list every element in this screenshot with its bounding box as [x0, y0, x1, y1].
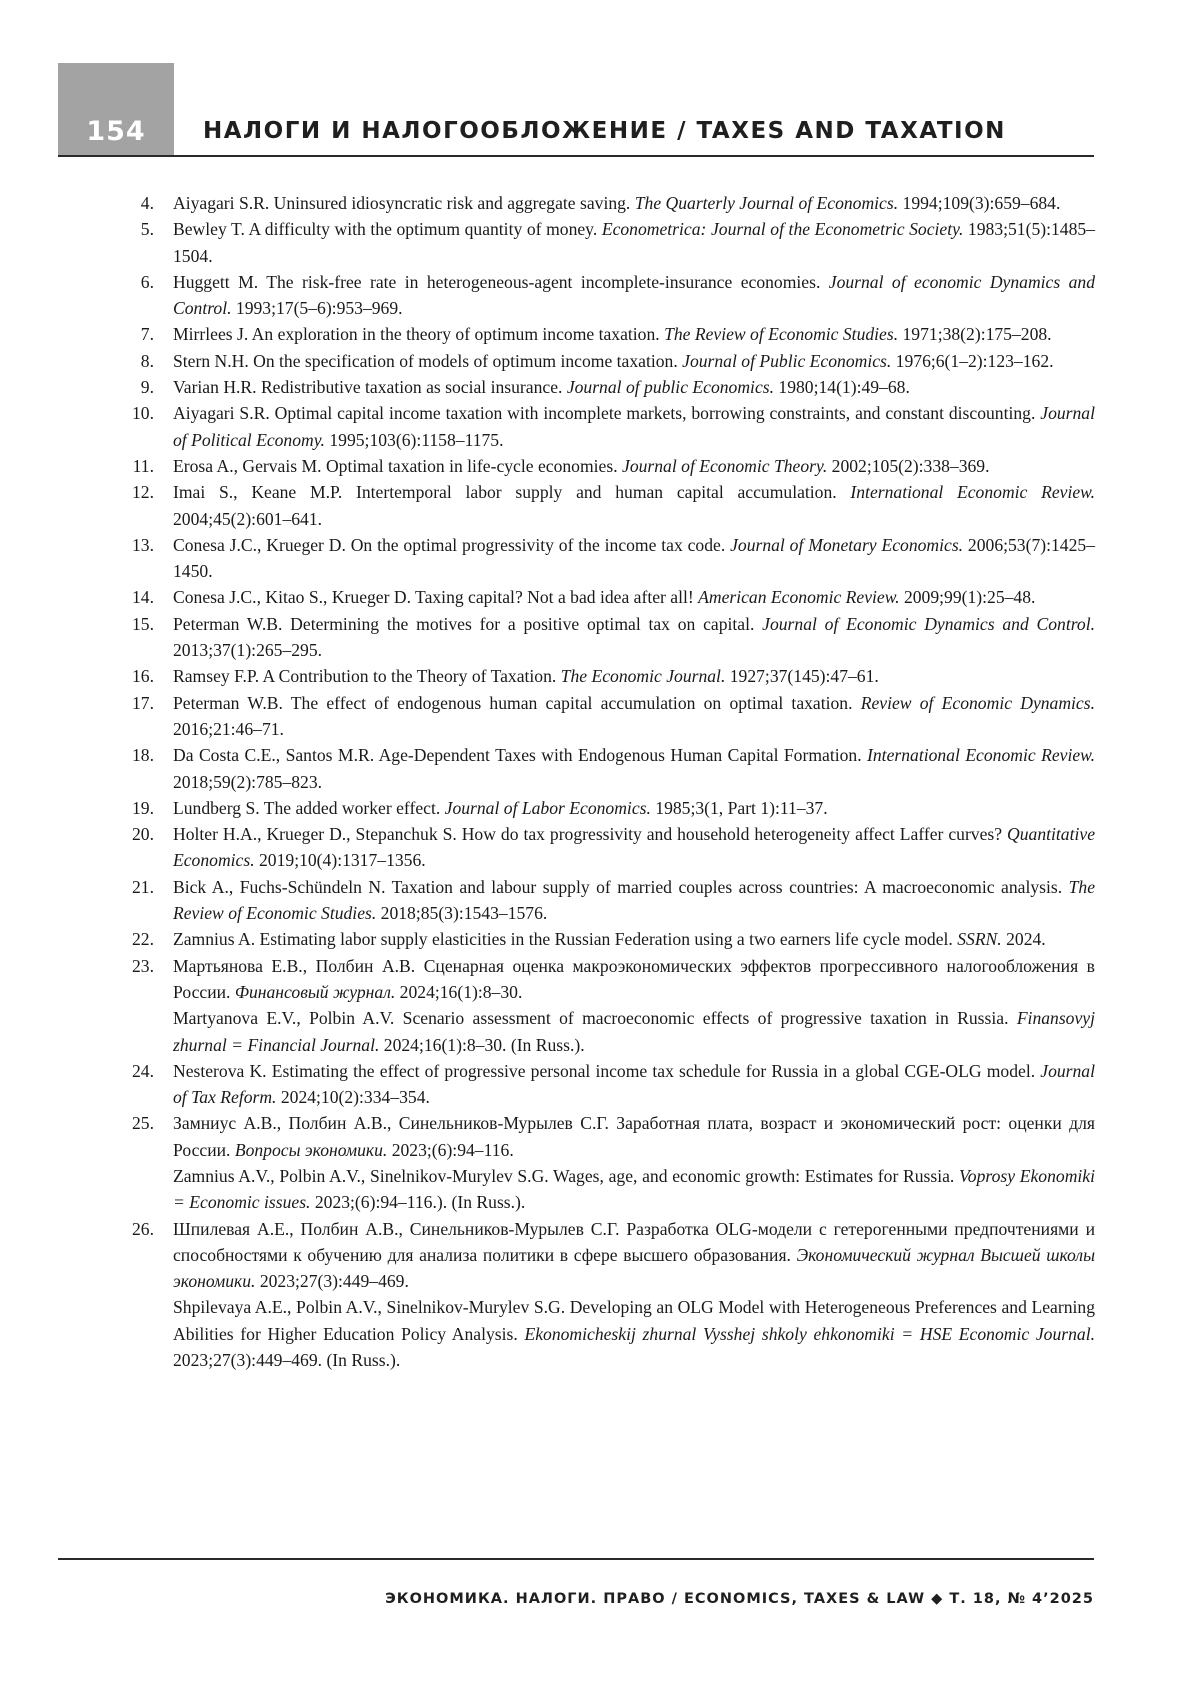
- reference-details: 2004;45(2):601–641.: [173, 508, 323, 529]
- reference-number: 22.: [132, 929, 154, 950]
- reference-authors-title: Aiyagari S.R. Optimal capital income taxation with incomplete markets, borrowing constraints, and constant discounting.: [173, 403, 1041, 424]
- reference-journal: Journal of Labor Economics.: [444, 797, 651, 818]
- reference-number: 15.: [132, 613, 154, 634]
- reference-item: [120, 584, 1095, 610]
- reference-text: [173, 269, 1095, 322]
- reference-authors-title: Lundberg S. The added worker effect.: [173, 797, 445, 818]
- reference-text: [173, 742, 1095, 795]
- reference-item: [120, 663, 1095, 689]
- reference-text: [173, 663, 1095, 689]
- reference-details: 2016;21:46–71.: [173, 718, 284, 739]
- reference-text: [173, 953, 1095, 1006]
- reference-details: 2018;85(3):1543–1576.: [376, 903, 548, 924]
- reference-authors-title: Bewley T. A difficulty with the optimum quantity of money.: [173, 219, 602, 240]
- reference-journal: The Quarterly Journal of Economics.: [634, 193, 899, 213]
- reference-text: [173, 348, 1095, 374]
- reference-number: 25.: [132, 1113, 154, 1134]
- reference-journal: Finansovyj zhurnal = Financial Journal.: [173, 1008, 1095, 1055]
- reference-item: [120, 742, 1095, 795]
- reference-number: 4.: [140, 193, 154, 213]
- reference-journal: American Economic Review.: [698, 587, 900, 608]
- reference-item: [120, 611, 1095, 664]
- reference-number: 23.: [132, 955, 154, 976]
- reference-journal: Journal of Public Economics.: [682, 350, 892, 371]
- reference-authors-title: Stern N.H. On the specification of models of optimum income taxation.: [173, 350, 683, 371]
- reference-number: 11.: [132, 455, 154, 476]
- reference-number: 12.: [132, 482, 154, 503]
- reference-text: [173, 1216, 1095, 1295]
- reference-text: [173, 584, 1095, 610]
- reference-number: 10.: [132, 403, 154, 424]
- header-divider: [58, 155, 1094, 157]
- reference-details: 1993;17(5–6):953–969.: [231, 298, 403, 319]
- reference-item: [120, 190, 1095, 216]
- reference-journal: International Economic Review.: [867, 745, 1095, 766]
- reference-details: 2024;10(2):334–354.: [276, 1087, 430, 1108]
- reference-details: 2002;105(2):338–369.: [827, 455, 990, 476]
- reference-details: 1971;38(2):175–208.: [898, 324, 1052, 345]
- reference-text: [173, 1058, 1095, 1111]
- reference-text: [173, 821, 1095, 874]
- reference-list: [120, 190, 1095, 1373]
- reference-details: 1983;51(5):1485–1504.: [173, 219, 1095, 266]
- reference-details: 1980;14(1):49–68.: [774, 377, 910, 398]
- reference-details: 2024;16(1):8–30. (In Russ.).: [379, 1034, 585, 1055]
- reference-authors-title: Peterman W.B. Determining the motives for a positive optimal tax on capital.: [173, 613, 763, 634]
- reference-number: 5.: [140, 219, 154, 240]
- reference-details: 2024;16(1):8–30.: [395, 981, 523, 1002]
- reference-number: 16.: [132, 666, 154, 687]
- reference-details: 1994;109(3):659–684.: [898, 193, 1061, 213]
- reference-text: [173, 321, 1095, 347]
- reference-number: 14.: [132, 587, 154, 608]
- page-number: 154: [86, 116, 146, 147]
- reference-text: [173, 1110, 1095, 1163]
- reference-item: [120, 400, 1095, 453]
- reference-item: [120, 926, 1095, 952]
- reference-journal: Экономический журнал Высшей школы экономики.: [173, 1244, 1095, 1292]
- reference-authors-title: Mirrlees J. An exploration in the theory of optimum income taxation.: [173, 324, 665, 345]
- reference-text: [173, 479, 1095, 532]
- reference-details: 1927;37(145):47–61.: [725, 666, 879, 687]
- reference-number: 13.: [132, 534, 154, 555]
- reference-number: 17.: [132, 692, 154, 713]
- reference-text: [173, 926, 1095, 952]
- reference-number: 21.: [132, 876, 154, 897]
- reference-item: [120, 1110, 1095, 1215]
- reference-authors-title: Nesterova K. Estimating the effect of progressive personal income tax schedule for Russia in a global CGE-OLG model.: [173, 1060, 1041, 1081]
- reference-authors-title: Holter H.A., Krueger D., Stepanchuk S. How do tax progressivity and household heterogeneity affect Laffer curves?: [173, 824, 1008, 845]
- reference-item: [120, 874, 1095, 927]
- reference-text: [173, 400, 1095, 453]
- reference-number: 6.: [140, 271, 154, 292]
- reference-authors-title: Bick A., Fuchs-Schündeln N. Taxation and labour supply of married couples across countries: A macroeconomic analysis.: [173, 876, 1069, 897]
- reference-authors-title: Shpilevaya A.E., Polbin A.V., Sinelnikov-Murylev S.G. Developing an OLG Model with Heterogeneous Preferences and Learning Abilities for Higher Education Policy Analysis.: [173, 1297, 1095, 1344]
- reference-details: 2006;53(7):1425–1450.: [173, 534, 1095, 582]
- reference-journal: The Review of Economic Studies.: [173, 876, 1095, 924]
- reference-journal: Финансовый журнал.: [234, 981, 396, 1002]
- reference-journal: SSRN.: [957, 929, 1002, 950]
- section-title: НАЛОГИ И НАЛОГООБЛОЖЕНИЕ / TAXES AND TAXATION: [203, 118, 1006, 144]
- reference-item: [120, 795, 1095, 821]
- reference-number: 24.: [132, 1060, 154, 1081]
- reference-number: 26.: [132, 1218, 154, 1239]
- reference-item: [120, 953, 1095, 1058]
- reference-authors-title: Aiyagari S.R. Uninsured idiosyncratic risk and aggregate saving.: [173, 193, 635, 213]
- reference-details: 2019;10(4):1317–1356.: [254, 850, 426, 871]
- reference-details: 2023;27(3):449–469. (In Russ.).: [173, 1350, 401, 1371]
- reference-translation: [173, 1294, 1095, 1373]
- reference-item: [120, 269, 1095, 322]
- reference-number: 8.: [140, 350, 154, 371]
- reference-item: [120, 374, 1095, 400]
- reference-item: [120, 532, 1095, 585]
- reference-item: [120, 216, 1095, 269]
- reference-details: 1995;103(6):1158–1175.: [324, 429, 504, 450]
- reference-journal: Review of Economic Dynamics.: [860, 692, 1095, 713]
- reference-authors-title: Conesa J.C., Kitao S., Krueger D. Taxing capital? Not a bad idea after all!: [173, 587, 699, 608]
- reference-text: [173, 190, 1095, 216]
- reference-authors-title: Conesa J.C., Krueger D. On the optimal progressivity of the income tax code.: [173, 534, 731, 555]
- reference-journal: Journal of Monetary Economics.: [730, 534, 964, 555]
- reference-authors-title: Huggett M. The risk-free rate in heterogeneous-agent incomplete-insurance economies.: [173, 271, 829, 292]
- reference-journal: Journal of Tax Reform.: [173, 1060, 1095, 1108]
- reference-authors-title: Da Costa C.E., Santos M.R. Age-Dependent Taxes with Endogenous Human Capital Formation.: [173, 745, 868, 766]
- reference-number: 20.: [132, 824, 154, 845]
- reference-journal: Econometrica: Journal of the Econometric Society.: [601, 219, 964, 240]
- reference-authors-title: Martyanova E.V., Polbin A.V. Scenario assessment of macroeconomic effects of progressive taxation in Russia.: [173, 1008, 1017, 1029]
- reference-item: [120, 1058, 1095, 1111]
- reference-item: [120, 321, 1095, 347]
- reference-details: 2018;59(2):785–823.: [173, 771, 323, 792]
- reference-details: 2023;(6):94–116.). (In Russ.).: [310, 1192, 526, 1213]
- reference-item: [120, 479, 1095, 532]
- reference-text: [173, 453, 1095, 479]
- reference-details: 2023;27(3):449–469.: [255, 1271, 409, 1292]
- reference-authors-title: Замниус А.В., Полбин А.В., Синельников-Мурылев С.Г. Заработная плата, возраст и экономический рост: оценки для России.: [173, 1113, 1095, 1160]
- reference-number: 18.: [132, 745, 154, 766]
- reference-journal: Voprosy Ekonomiki = Economic issues.: [173, 1165, 1095, 1213]
- reference-text: [173, 374, 1095, 400]
- reference-details: 1985;3(1, Part 1):11–37.: [650, 797, 828, 818]
- reference-item: [120, 1216, 1095, 1374]
- footer-journal-line: ЭКОНОМИКА. НАЛОГИ. ПРАВО / ECONOMICS, TAXES & LAW ◆ Т. 18, № 4’2025: [385, 1591, 1094, 1607]
- reference-journal: Ekonomicheskij zhurnal Vysshej shkoly ehkonomiki = HSE Economic Journal.: [524, 1323, 1095, 1344]
- reference-details: 2009;99(1):25–48.: [899, 587, 1036, 608]
- reference-text: [173, 611, 1095, 664]
- footer-divider: [58, 1558, 1094, 1560]
- reference-authors-title: Шпилевая А.Е., Полбин А.В., Синельников-Мурылев С.Г. Разработка OLG-модели с гетерогенными предпочтениями и способностями к обучению для анализа политики в сфере высшего образования.: [173, 1218, 1095, 1265]
- reference-number: 19.: [132, 797, 154, 818]
- reference-text: [173, 216, 1095, 269]
- reference-details: 2023;(6):94–116.: [387, 1139, 514, 1160]
- reference-journal: Journal of Economic Theory.: [622, 455, 828, 476]
- reference-authors-title: Peterman W.B. The effect of endogenous human capital accumulation on optimal taxation.: [173, 692, 861, 713]
- reference-details: 2013;37(1):265–295.: [173, 640, 323, 661]
- reference-text: [173, 795, 1095, 821]
- reference-journal: Journal of economic Dynamics and Control.: [173, 271, 1095, 319]
- reference-journal: The Economic Journal.: [560, 666, 726, 687]
- reference-item: [120, 690, 1095, 743]
- reference-translation: [173, 1005, 1095, 1058]
- reference-text: [173, 874, 1095, 927]
- reference-authors-title: Erosa A., Gervais M. Optimal taxation in life-cycle economies.: [173, 455, 623, 476]
- reference-journal: The Review of Economic Studies.: [664, 324, 899, 345]
- reference-text: [173, 690, 1095, 743]
- reference-translation: [173, 1163, 1095, 1216]
- reference-item: [120, 821, 1095, 874]
- reference-authors-title: Ramsey F.P. A Contribution to the Theory of Taxation.: [173, 666, 561, 687]
- reference-journal: Journal of Economic Dynamics and Control.: [762, 613, 1096, 634]
- reference-journal: International Economic Review.: [850, 482, 1095, 503]
- reference-number: 7.: [140, 324, 154, 345]
- reference-journal: Quantitative Economics.: [173, 824, 1095, 871]
- reference-authors-title: Varian H.R. Redistributive taxation as social insurance.: [173, 377, 567, 398]
- reference-number: 9.: [140, 377, 154, 398]
- reference-journal: Journal of Political Economy.: [173, 403, 1095, 450]
- reference-authors-title: Zamnius A. Estimating labor supply elasticities in the Russian Federation using a two earners life cycle model.: [173, 929, 958, 950]
- reference-details: 1976;6(1–2):123–162.: [891, 350, 1054, 371]
- reference-text: [173, 532, 1095, 585]
- reference-item: [120, 453, 1095, 479]
- reference-authors-title: Zamnius A.V., Polbin A.V., Sinelnikov-Murylev S.G. Wages, age, and economic growth: Estimates for Russia.: [173, 1165, 960, 1186]
- reference-authors-title: Мартьянова Е.В., Полбин А.В. Сценарная оценка макроэкономических эффектов прогрессивного налогообложения в России.: [173, 955, 1095, 1002]
- reference-journal: Вопросы экономики.: [234, 1139, 388, 1160]
- reference-authors-title: Imai S., Keane M.P. Intertemporal labor supply and human capital accumulation.: [173, 482, 851, 503]
- reference-item: [120, 348, 1095, 374]
- reference-journal: Journal of public Economics.: [566, 377, 774, 398]
- reference-details: 2024.: [1001, 929, 1046, 950]
